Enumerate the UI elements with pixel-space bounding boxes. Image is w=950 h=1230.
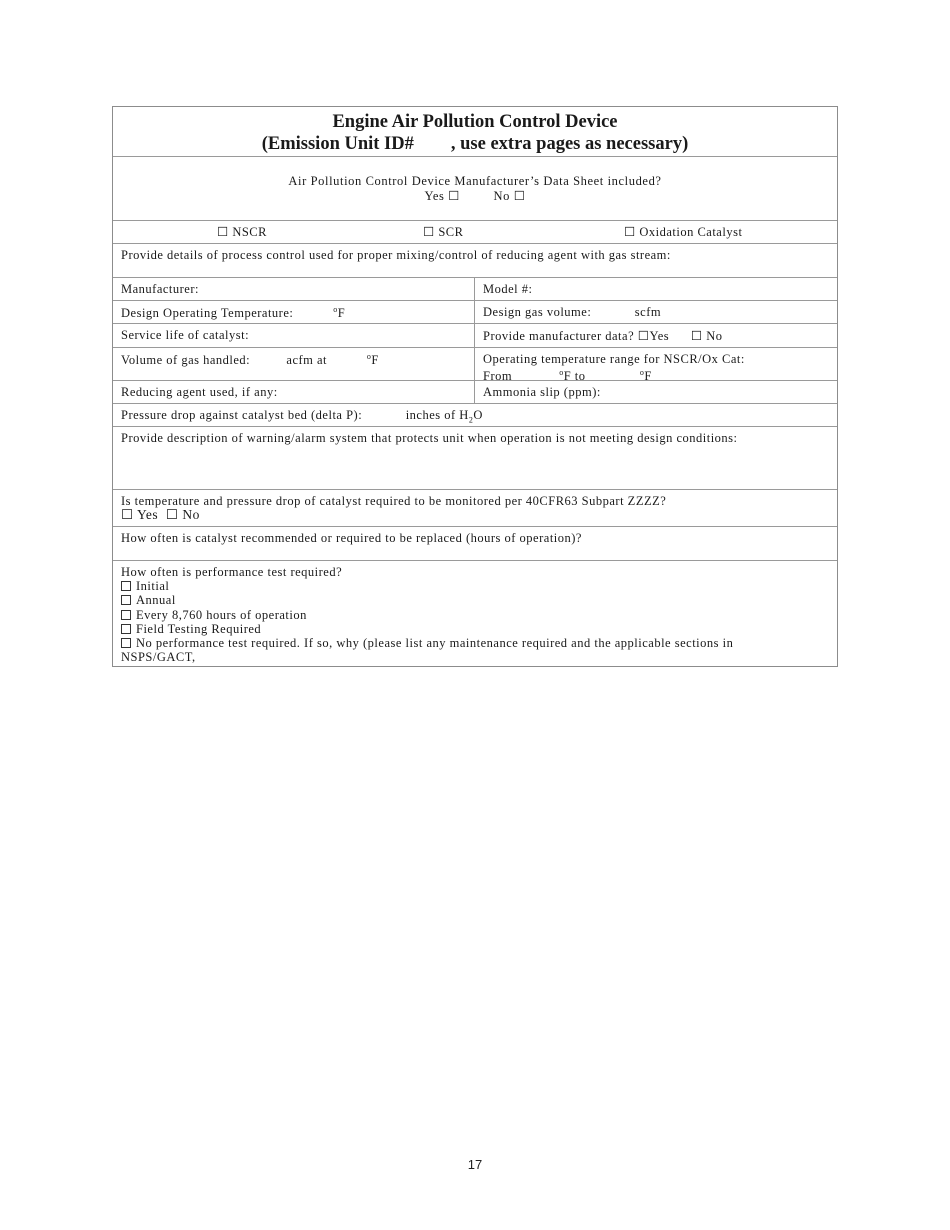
manufacturer-row bbox=[113, 278, 837, 301]
reducing-agent-label: Reducing agent used, if any: bbox=[121, 385, 278, 399]
title-line-2: (Emission Unit ID# , use extra pages as necessary) bbox=[261, 134, 689, 154]
service-life-label: Service life of catalyst: bbox=[121, 328, 250, 342]
degree-mark: o bbox=[559, 368, 564, 377]
gas-handled-label: Volume of gas handled: bbox=[121, 353, 251, 368]
gas-handled-acfm: acfm at bbox=[286, 353, 328, 368]
performance-row bbox=[113, 561, 837, 666]
subscript-2: 2 bbox=[468, 415, 474, 425]
control-device-form bbox=[112, 106, 838, 667]
oxidation-catalyst-checkbox[interactable]: ☐ Oxidation Catalyst bbox=[624, 225, 743, 239]
checkbox-icon[interactable] bbox=[121, 624, 131, 634]
warning-row bbox=[113, 427, 837, 490]
manufacturer-data-question[interactable]: Provide manufacturer data? ☐Yes ☐ No bbox=[483, 329, 723, 343]
title-line-1: Engine Air Pollution Control Device bbox=[332, 112, 618, 132]
data-sheet-options[interactable]: Yes ☐ No ☐ bbox=[424, 189, 526, 203]
performance-continuation: NSPS/GACT, bbox=[121, 650, 196, 665]
gas-handled-unit: F bbox=[371, 353, 379, 368]
pressure-drop-o: O bbox=[473, 408, 483, 422]
design-gas-volume-label: Design gas volume: bbox=[483, 305, 592, 319]
checkbox-icon[interactable] bbox=[121, 610, 131, 620]
checkbox-icon[interactable] bbox=[121, 638, 131, 648]
performance-question: How often is performance test required? bbox=[121, 565, 343, 579]
design-temp-unit: F bbox=[337, 306, 346, 321]
performance-option[interactable]: Every 8,760 hours of operation bbox=[121, 608, 837, 622]
reducing-agent-row bbox=[113, 381, 837, 404]
op-range-to: F to bbox=[563, 369, 586, 384]
degree-mark: o bbox=[333, 305, 338, 314]
form-title bbox=[113, 107, 837, 157]
monitoring-options[interactable]: ☐ Yes ☐ No bbox=[121, 507, 200, 522]
model-label: Model #: bbox=[483, 282, 533, 296]
degree-mark: o bbox=[639, 368, 645, 377]
replacement-row bbox=[113, 527, 837, 561]
op-range-label: Operating temperature range for NSCR/Ox Cat: bbox=[483, 352, 745, 366]
design-temp-label: Design Operating Temperature: bbox=[121, 306, 294, 321]
design-gas-unit: scfm bbox=[634, 305, 662, 319]
device-type-row bbox=[113, 221, 837, 244]
monitoring-row bbox=[113, 490, 837, 527]
pressure-drop-unit: inches of H bbox=[405, 408, 469, 422]
performance-option[interactable]: No performance test required. If so, why (please list any maintenance required and the applicable sections in bbox=[121, 636, 837, 650]
performance-option[interactable]: Field Testing Required bbox=[121, 622, 837, 636]
degree-mark: o bbox=[366, 352, 372, 361]
page-number: 17 bbox=[467, 1157, 483, 1172]
op-range-unit: F bbox=[644, 369, 652, 384]
nscr-checkbox[interactable]: ☐ NSCR bbox=[217, 225, 267, 239]
data-sheet-row bbox=[113, 157, 837, 221]
service-life-row bbox=[113, 324, 837, 348]
manufacturer-label: Manufacturer: bbox=[121, 282, 199, 296]
op-range-from: From bbox=[483, 369, 513, 384]
performance-option[interactable]: Initial bbox=[121, 579, 837, 593]
performance-option[interactable]: Annual bbox=[121, 593, 837, 607]
process-control-label: Provide details of process control used for proper mixing/control of reducing agent with gas stream: bbox=[121, 248, 671, 262]
replacement-label: How often is catalyst recommended or required to be replaced (hours of operation)? bbox=[121, 531, 582, 545]
design-temp-row bbox=[113, 301, 837, 324]
checkbox-icon[interactable] bbox=[121, 595, 131, 605]
gas-handled-row bbox=[113, 348, 837, 384]
process-control-row bbox=[113, 244, 837, 278]
ammonia-slip-label: Ammonia slip (ppm): bbox=[483, 385, 601, 399]
scr-checkbox[interactable]: ☐ SCR bbox=[423, 225, 464, 239]
data-sheet-question: Air Pollution Control Device Manufacturer’s Data Sheet included? bbox=[288, 174, 662, 188]
pressure-drop-label: Pressure drop against catalyst bed (delta P): bbox=[121, 408, 363, 422]
warning-label: Provide description of warning/alarm system that protects unit when operation is not meeting design conditions: bbox=[121, 431, 738, 445]
pressure-drop-row bbox=[113, 404, 837, 427]
checkbox-icon[interactable] bbox=[121, 581, 131, 591]
monitoring-question: Is temperature and pressure drop of catalyst required to be monitored per 40CFR63 Subpart ZZZZ? bbox=[121, 494, 667, 508]
